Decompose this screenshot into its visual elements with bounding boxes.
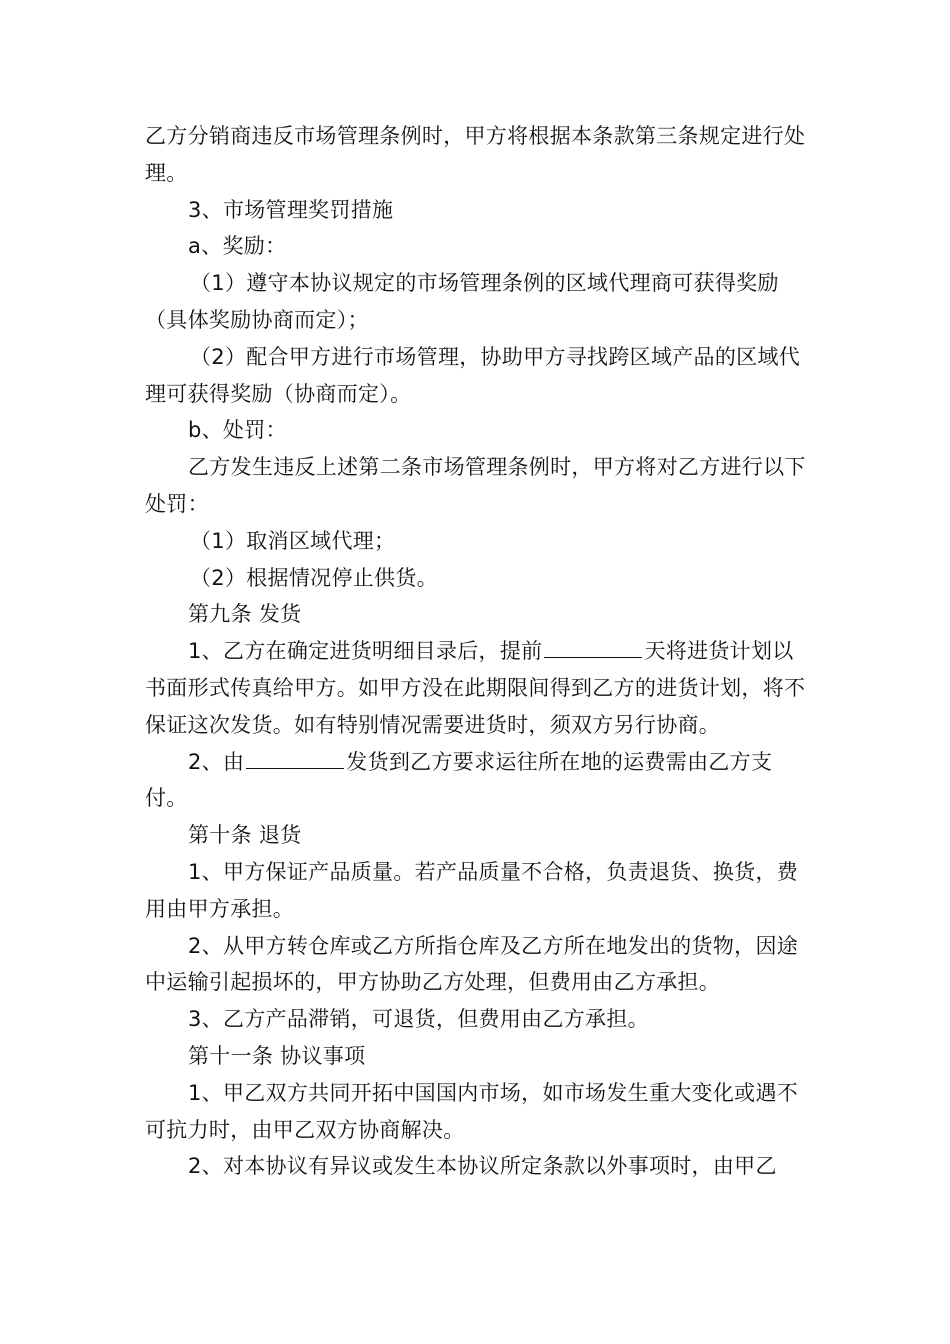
shipping-1-text-before: 1、乙方在确定进货明细目录后，提前	[188, 639, 543, 664]
heading-article-10: 第十条 退货	[188, 823, 302, 848]
shipping-2-text-after: 发货到乙方要求运往所在地的运费需由乙方支付。	[145, 749, 773, 811]
document-page	[145, 118, 810, 1185]
paragraph-reward-penalty-heading: 3、市场管理奖罚措施	[188, 197, 394, 222]
paragraph-return-1: 1、甲方保证产品质量。若产品质量不合格，负责退货、换货，费用由甲方承担。	[145, 859, 799, 921]
paragraph-penalty-item-2: （2）根据情况停止供货。	[190, 565, 438, 590]
paragraph-agreement-2: 2、对本协议有异议或发生本协议所定条款以外事项时，由甲乙	[188, 1154, 777, 1179]
paragraph-shipping-2	[145, 744, 810, 818]
paragraph-penalty-item-1: （1）取消区域代理；	[190, 528, 396, 553]
heading-article-9: 第九条 发货	[188, 602, 302, 627]
paragraph-reward-item-2: （2）配合甲方进行市场管理，协助甲方寻找跨区域产品的区域代理可获得奖励（协商而定）。	[145, 344, 801, 406]
paragraph-penalty-label: b、处罚：	[188, 418, 287, 443]
paragraph-agreement-1: 1、甲乙双方共同开拓中国国内市场，如市场发生重大变化或遇不可抗力时，由甲乙双方协商解决。	[145, 1080, 799, 1142]
paragraph-distributor-violation: 乙方分销商违反市场管理条例时，甲方将根据本条款第三条规定进行处理。	[145, 124, 806, 185]
shipping-1-text-after: 天将进货计划以书面形式传真给甲方。如甲方没在此期限间得到乙方的进货计划，将不保证这次发货。如有特别情况需要进货时，须双方另行协商。	[145, 639, 806, 737]
paragraph-reward-label: a、奖励：	[188, 234, 287, 259]
fill-in-blank-days	[544, 637, 642, 658]
fill-in-blank-shipper	[246, 748, 344, 769]
paragraph-reward-item-1: （1）遵守本协议规定的市场管理条例的区域代理商可获得奖励（具体奖励协商而定）；	[145, 271, 779, 332]
paragraph-penalty-intro: 乙方发生违反上述第二条市场管理条例时，甲方将对乙方进行以下处罚：	[145, 455, 806, 516]
paragraph-shipping-1	[145, 633, 810, 743]
heading-article-11: 第十一条 协议事项	[188, 1043, 366, 1068]
paragraph-return-3: 3、乙方产品滞销，可退货，但费用由乙方承担。	[188, 1007, 649, 1032]
shipping-2-text-before: 2、由	[188, 749, 245, 774]
paragraph-return-2: 2、从甲方转仓库或乙方所指仓库及乙方所在地发出的货物，因途中运输引起损坏的，甲方协助乙方处理，但费用由乙方承担。	[145, 933, 799, 995]
